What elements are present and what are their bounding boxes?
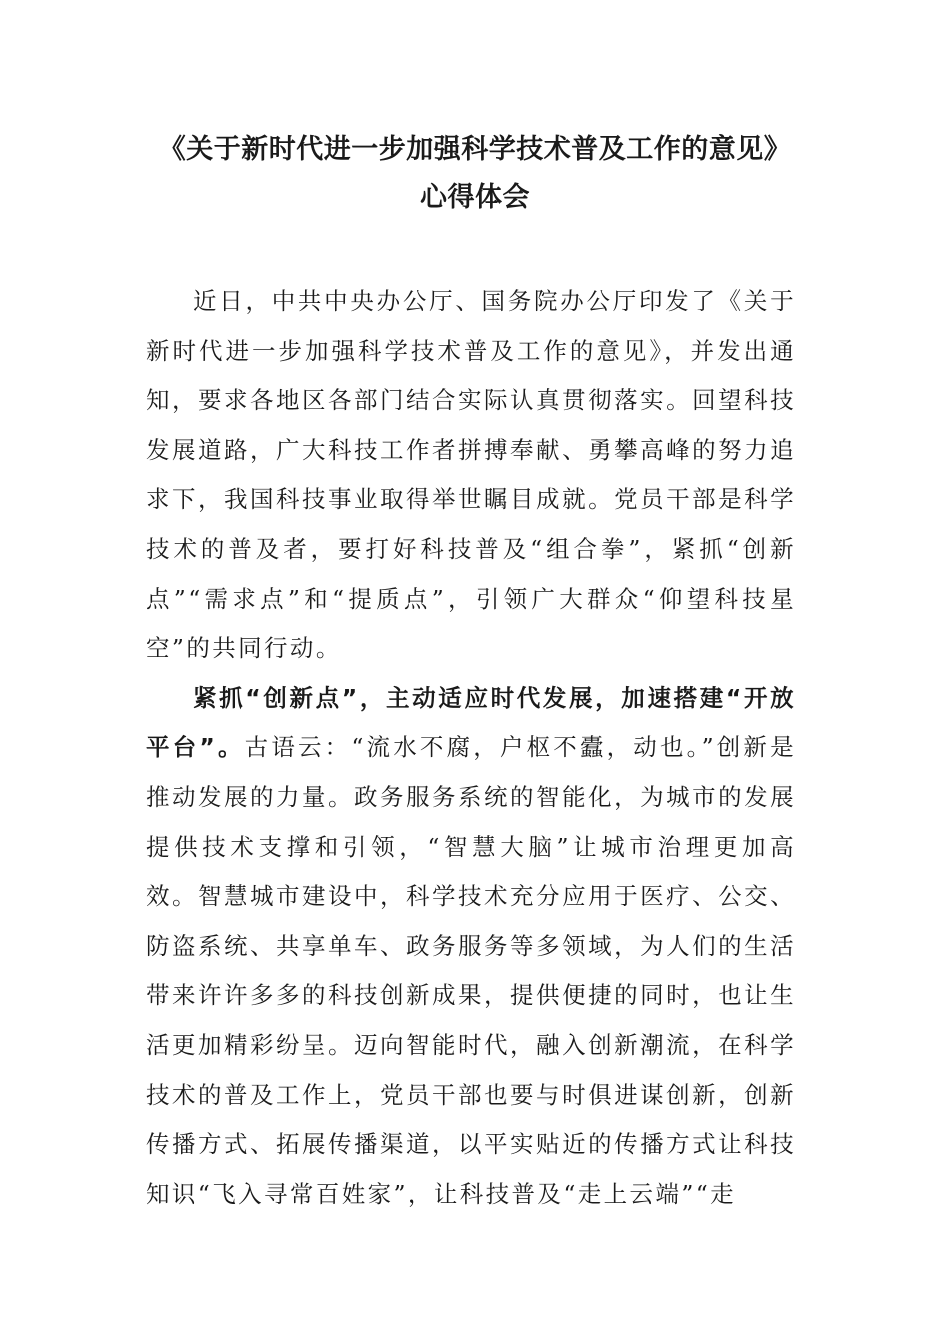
paragraph-body-text: 古语云：“流水不腐，户枢不蠹，动也。”创新是推动发展的力量。政务服务系统的智能化，为城市的发展提供技术支撑和引领，“智慧大脑”让城市治理更加高效。智慧城市建设中，科学技术充分应用于医疗、公交、防盗系统、共享单车、政务服务等多领域，为人们的生活带来许许多多的科技创新成果，提供便捷的同时，也让生活更加精彩纷呈。迈向智能时代，融入创新潮流，在科学技术的普及工作上，党员干部也要与时俱进谋创新，创新传播方式、拓展传播渠道，以平实贴近的传播方式让科技知识“飞入寻常百姓家”，让科技普及“走上云端”“走	[146, 733, 797, 1208]
title-line-2: 心得体会	[420, 182, 530, 213]
paragraph-intro: 近日，中共中央办公厅、国务院办公厅印发了《关于新时代进一步加强科学技术普及工作的意见》，并发出通知，要求各地区各部门结合实际认真贯彻落实。回望科技发展道路，广大科技工作者拼搏奉献、勇攀高峰的努力追求下，我国科技事业取得举世瞩目成就。党员干部是科学技术的普及者，要打好科技普及“组合拳”，紧抓“创新点”“需求点”和“提质点”，引领广大群众“仰望科技星空”的共同行动。	[146, 287, 796, 663]
paragraph-lead-heading: 紧抓“创新点”，主动适应时代发展，加速搭建“开放平台”。	[146, 683, 796, 762]
title-line-1: 《关于新时代进一步加强科学技术普及工作的意见》	[158, 134, 792, 165]
paragraph-innovation	[146, 674, 796, 1220]
document-title	[0, 126, 950, 222]
document-body	[146, 277, 796, 1219]
